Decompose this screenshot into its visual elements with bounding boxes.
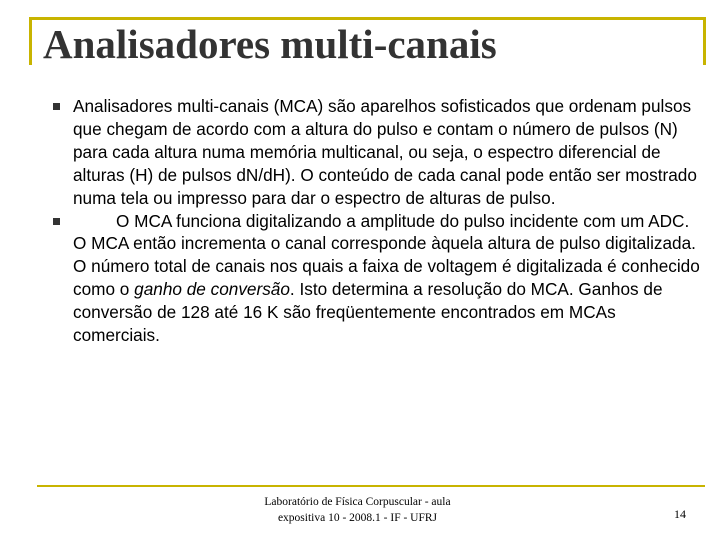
footer-line-2: expositiva 10 - 2008.1 - IF - UFRJ (277, 512, 438, 524)
square-bullet-icon (53, 218, 60, 225)
footer-line-1: Laboratório de Física Corpuscular - aula (264, 496, 451, 508)
title-frame-right-rule (703, 17, 706, 65)
title-frame-left-rule (29, 17, 32, 65)
slide-body (52, 95, 700, 347)
page-number: 14 (674, 507, 686, 521)
bullet-text-1: Analisadores multi-canais (MCA) são aparelhos sofisticados que ordenam pulsos que chegam de acordo com a altura do pulso e contam o número de pulsos (N) para cada altura numa memória multicanal, ou seja, o espectro diferencial de alturas (H) de pulsos dN/dH). O conteúdo de cada canal pode então ser mostrado numa tela ou impresso para dar o espectro de alturas de pulso. (73, 96, 697, 208)
slide-title: Analisadores multi-canais (43, 20, 505, 68)
footer-rule (37, 485, 705, 487)
square-bullet-icon (53, 103, 60, 110)
footer-caption (230, 494, 485, 526)
bullet-item-1 (52, 95, 700, 210)
bullet-text-2-italic: ganho de conversão (134, 279, 290, 300)
bullet-text-2b: . Isto determina a resolução do MCA. Ganhos de conversão de 128 até 16 K são freqüentemente encontrados em MCAs comerciais. (73, 279, 663, 346)
bullet-item-2 (52, 210, 700, 347)
bullet-text-2a: O MCA funciona digitalizando a amplitude do pulso incidente com um ADC. O MCA então incrementa o canal corresponde àquela altura de pulso digitalizada. O número total de canais nos quais a faixa de voltagem é digitalizada é conhecido como o (73, 210, 700, 300)
